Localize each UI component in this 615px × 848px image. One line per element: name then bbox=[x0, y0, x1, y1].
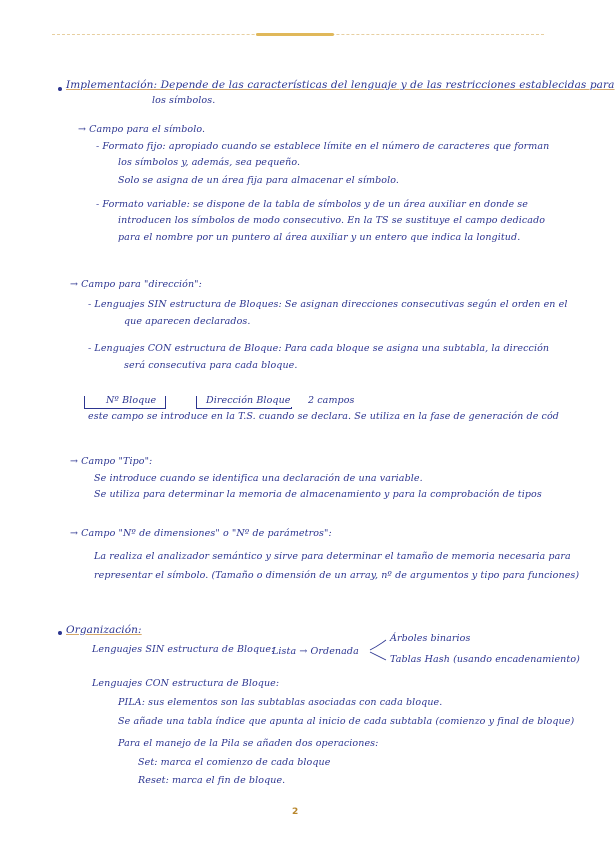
line-30: PILA: sus elementos son las subtablas asociadas con cada bloque. bbox=[118, 697, 443, 708]
line-27: Árboles binarios bbox=[390, 633, 471, 644]
line-7: introducen los símbolos de modo consecutivo. En la TS se sustituye el campo dedicado bbox=[118, 215, 546, 226]
line-1: los símbolos. bbox=[152, 95, 216, 106]
line-31: Se añade una tabla índice que apunta al inicio de cada subtabla (comienzo y final de bloque) bbox=[118, 716, 575, 727]
line-6: - Formato variable: se dispone de la tabla de símbolos y de un área auxiliar en donde se bbox=[96, 199, 528, 210]
box-label-direccion: Dirección Bloque bbox=[206, 395, 291, 406]
line-3: - Formato fijo: apropiado cuando se establece límite en el número de caracteres que forman bbox=[96, 141, 550, 152]
line-20: Se utiliza para determinar la memoria de almacenamiento y para la comprobación de tipos bbox=[94, 489, 542, 500]
line-32: Para el manejo de la Pila se añaden dos operaciones: bbox=[118, 738, 379, 749]
line-9: → Campo para "dirección": bbox=[70, 279, 202, 290]
line-29: Lenguajes CON estructura de Bloque: bbox=[92, 678, 280, 689]
line-21: → Campo "Nº de dimensiones" o "Nº de parámetros": bbox=[70, 528, 332, 539]
line-18: → Campo "Tipo": bbox=[70, 456, 153, 467]
line-10: - Lenguajes SIN estructura de Bloques: Se asignan direcciones consecutivas según el orden en el bbox=[88, 299, 568, 310]
box-label-bloque: Nº Bloque bbox=[106, 395, 157, 406]
line-11: que aparecen declarados. bbox=[124, 316, 251, 327]
line-5: Solo se asigna de un área fija para almacenar el símbolo. bbox=[118, 175, 399, 186]
box-caption: 2 campos bbox=[308, 395, 355, 406]
line-34: Reset: marca el fin de bloque. bbox=[138, 775, 286, 786]
line-22: La realiza el analizador semántico y sirve para determinar el tamaño de memoria necesaria para bbox=[94, 551, 571, 562]
line-13: será consecutiva para cada bloque. bbox=[124, 360, 298, 371]
line-12: - Lenguajes CON estructura de Bloque: Para cada bloque se asigna una subtabla, la dirección bbox=[88, 343, 550, 354]
line-4: los símbolos y, además, sea pequeño. bbox=[118, 157, 301, 168]
heading-organizacion: Organización: bbox=[66, 624, 142, 636]
line-23: representar el símbolo. (Tamaño o dimensión de un array, nº de argumentos y tipo para funciones) bbox=[94, 570, 580, 581]
line-26: Lista → Ordenada bbox=[272, 646, 359, 657]
line-28: Tablas Hash (usando encadenamiento) bbox=[390, 654, 580, 665]
line-19: Se introduce cuando se identifica una declaración de una variable. bbox=[94, 473, 423, 484]
line-25: Lenguajes SIN estructura de Bloque: bbox=[92, 644, 275, 655]
line-0: Implementación: Depende de las características del lenguaje y de las restricciones establecidas para bbox=[66, 79, 615, 91]
line-8: para el nombre por un puntero al área auxiliar y un entero que indica la longitud. bbox=[118, 232, 521, 243]
line-17: este campo se introduce en la T.S. cuando se declara. Se utiliza en la fase de generación de cód bbox=[88, 411, 559, 422]
line-2: → Campo para el símbolo. bbox=[78, 124, 206, 135]
page-number: 2 bbox=[292, 807, 299, 817]
line-33: Set: marca el comienzo de cada bloque bbox=[138, 757, 331, 768]
